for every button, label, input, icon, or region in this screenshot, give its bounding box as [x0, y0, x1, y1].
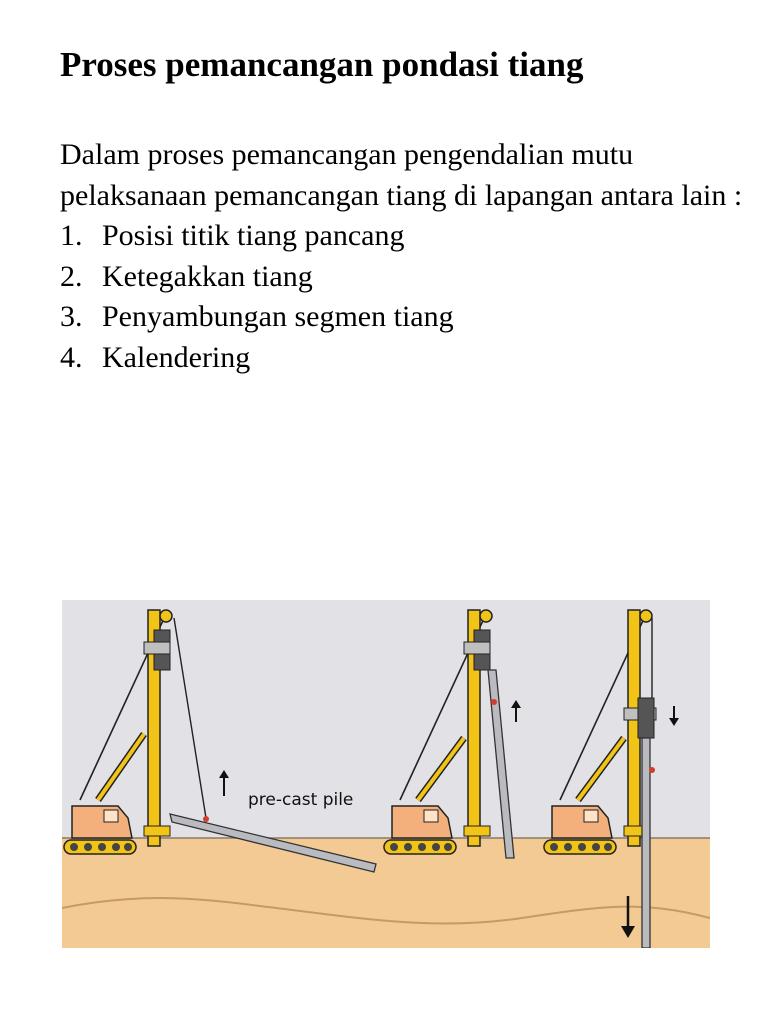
- list-item: [60, 338, 750, 379]
- precast-pile-driven: [642, 738, 650, 948]
- slide-title: Proses pemancangan pondasi tiang: [60, 45, 584, 84]
- mast-base-clamp: [144, 826, 170, 836]
- pile-pickup-point: [491, 699, 497, 705]
- ground: [62, 838, 710, 948]
- rig-cab-window: [584, 810, 598, 822]
- list-item: [60, 216, 750, 257]
- intro-paragraph: Dalam proses pemancangan pengendalian mutu pelaksanaan pemancangan tiang di lapangan antara lain :: [60, 138, 743, 212]
- list-item-number: 4.: [60, 340, 83, 374]
- mast-sheave: [160, 610, 172, 622]
- mast-sheave: [640, 610, 652, 622]
- pile-pickup-point: [203, 816, 209, 822]
- list-item-number: 1.: [60, 219, 83, 252]
- steps-list: [60, 216, 750, 378]
- rig-cab-window: [424, 810, 438, 822]
- list-item: [60, 257, 750, 298]
- list-item-text: Penyambungan segmen tiang: [102, 300, 454, 333]
- list-item-text: Kalendering: [102, 340, 251, 374]
- pile-pickup-point: [649, 767, 655, 773]
- hammer-block: [638, 698, 654, 738]
- mast-base-clamp: [464, 826, 490, 836]
- mast-clamp: [144, 642, 170, 654]
- slide-body: [60, 135, 750, 378]
- pile-label: pre-cast pile: [248, 790, 354, 810]
- list-item-text: Posisi titik tiang pancang: [102, 219, 405, 252]
- mast-clamp: [464, 642, 490, 654]
- list-item-number: 2.: [60, 259, 83, 293]
- list-item-number: 3.: [60, 300, 83, 333]
- rig-cab-window: [104, 810, 118, 822]
- list-item-text: Ketegakkan tiang: [102, 259, 313, 293]
- list-item: [60, 297, 750, 338]
- pile-driving-svg: [62, 600, 710, 948]
- mast-sheave: [480, 610, 492, 622]
- pile-driving-illustration: [62, 600, 710, 948]
